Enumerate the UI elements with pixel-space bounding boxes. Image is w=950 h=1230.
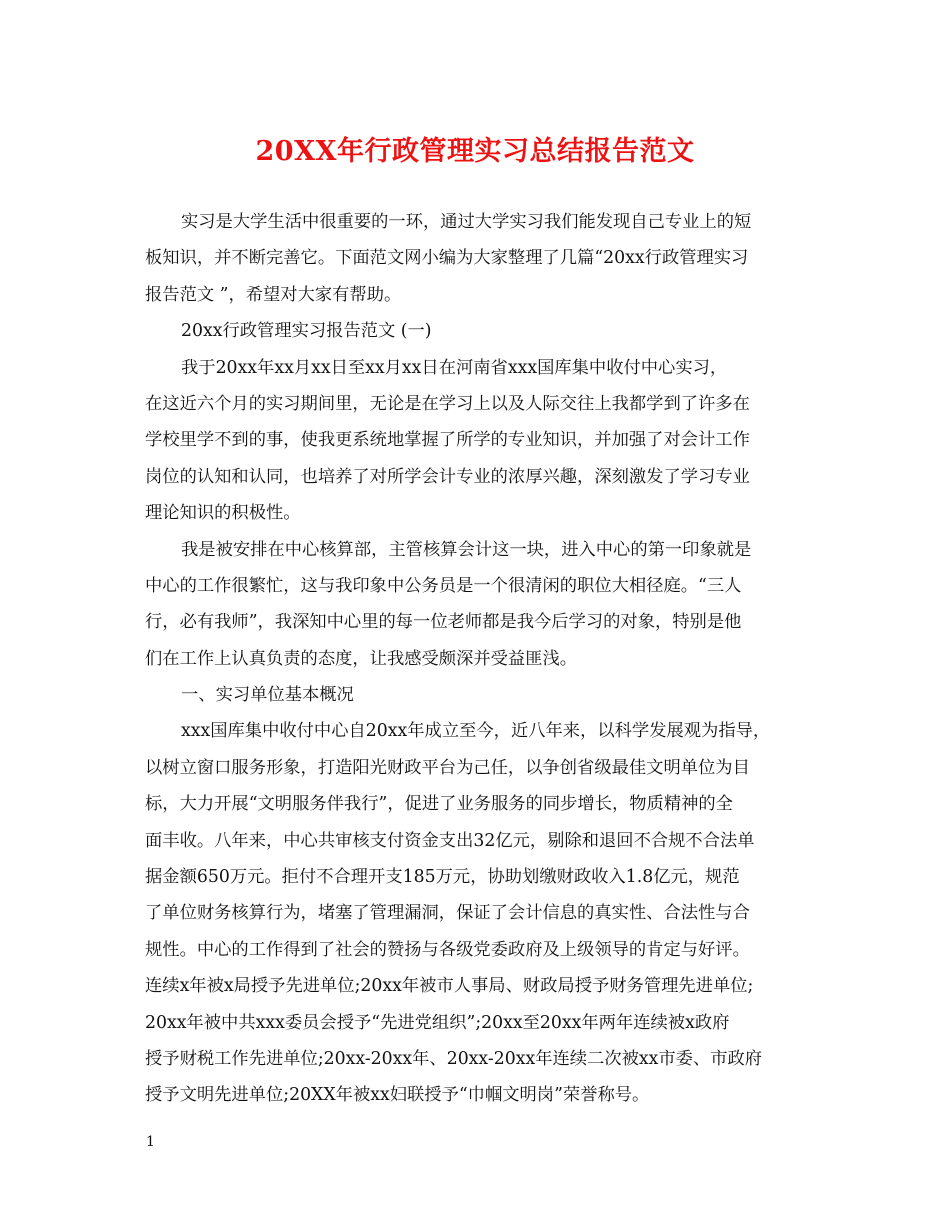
text-line: 连续x年被x局授予先进单位;20xx年被市人事局、财政局授予财务管理先进单位; [145,976,754,997]
text-line: 以树立窗口服务形象，打造阳光财政平台为己任，以争创省级最佳文明单位为目 [145,757,750,778]
text-line: 一、实习单位基本概况 [181,685,354,706]
document-title: 20XX年行政管理实习总结报告范文 [255,136,695,167]
document-body [145,204,810,1114]
text-line: 了单位财务核算行为，堵塞了管理漏洞，保证了会计信息的真实性、合法性与合 [145,903,750,924]
text-line: 规性。中心的工作得到了社会的赞扬与各级党委政府及上级领导的肯定与好评。 [145,939,750,960]
text-line: 岗位的认知和认同，也培养了对所学会计专业的浓厚兴趣，深刻激发了学习专业 [145,466,750,487]
text-line: 授予财税工作先进单位;20xx-20xx年、20xx-20xx年连续二次被xx市委、市政府 [145,1048,763,1069]
text-line: 面丰收。八年来，中心共审核支付资金支出32亿元，剔除和退回不合规不合法单 [145,830,755,851]
text-line: 标，大力开展“文明服务伴我行”，促进了业务服务的同步增长，物质精神的全 [145,794,733,815]
text-line: 我是被安排在中心核算部，主管核算会计这一块，进入中心的第一印象就是 [181,539,752,560]
text-line: 板知识，并不断完善它。下面范文网小编为大家整理了几篇“20xx行政管理实习 [145,248,749,269]
text-line: 20xx年被中共xxx委员会授予“先进党组织”;20xx至20xx年两年连续被x政府 [145,1012,730,1033]
text-line: 们在工作上认真负责的态度，让我感受颇深并受益匪浅。 [145,648,578,669]
page-number: 1 [146,1134,155,1150]
text-line: 学校里学不到的事，使我更系统地掌握了所学的专业知识，并加强了对会计工作 [145,430,750,451]
text-line: 据金额650万元。拒付不合理开支185万元，协助划缴财政收入1.8亿元，规范 [145,867,740,888]
text-line: 理论知识的积极性。 [145,503,301,524]
text-line: 实习是大学生活中很重要的一环，通过大学实习我们能发现自己专业上的短 [181,212,752,232]
text-line: 在这近六个月的实习期间里，无论是在学习上以及人际交往上我都学到了许多在 [145,393,750,414]
text-line: 授予文明先进单位;20XX年被xx妇联授予“巾帼文明岗”荣誉称号。 [145,1085,650,1106]
text-line: 中心的工作很繁忙，这与我印象中公务员是一个很清闲的职位大相径庭。“三人 [145,575,742,596]
text-line: 20xx行政管理实习报告范文 (一) [181,321,432,342]
text-line: 行，必有我师”，我深知中心里的每一位老师都是我今后学习的对象，特别是他 [145,612,742,633]
text-line: 我于20xx年xx月xx日至xx月xx日在河南省xxx国库集中收付中心实习， [181,357,728,378]
text-line: 报告范文 ”，希望对大家有帮助。 [145,284,402,305]
text-line: xxx国库集中收付中心自20xx年成立至今，近八年来，以科学发展观为指导， [181,721,771,742]
body-text [145,204,810,1114]
